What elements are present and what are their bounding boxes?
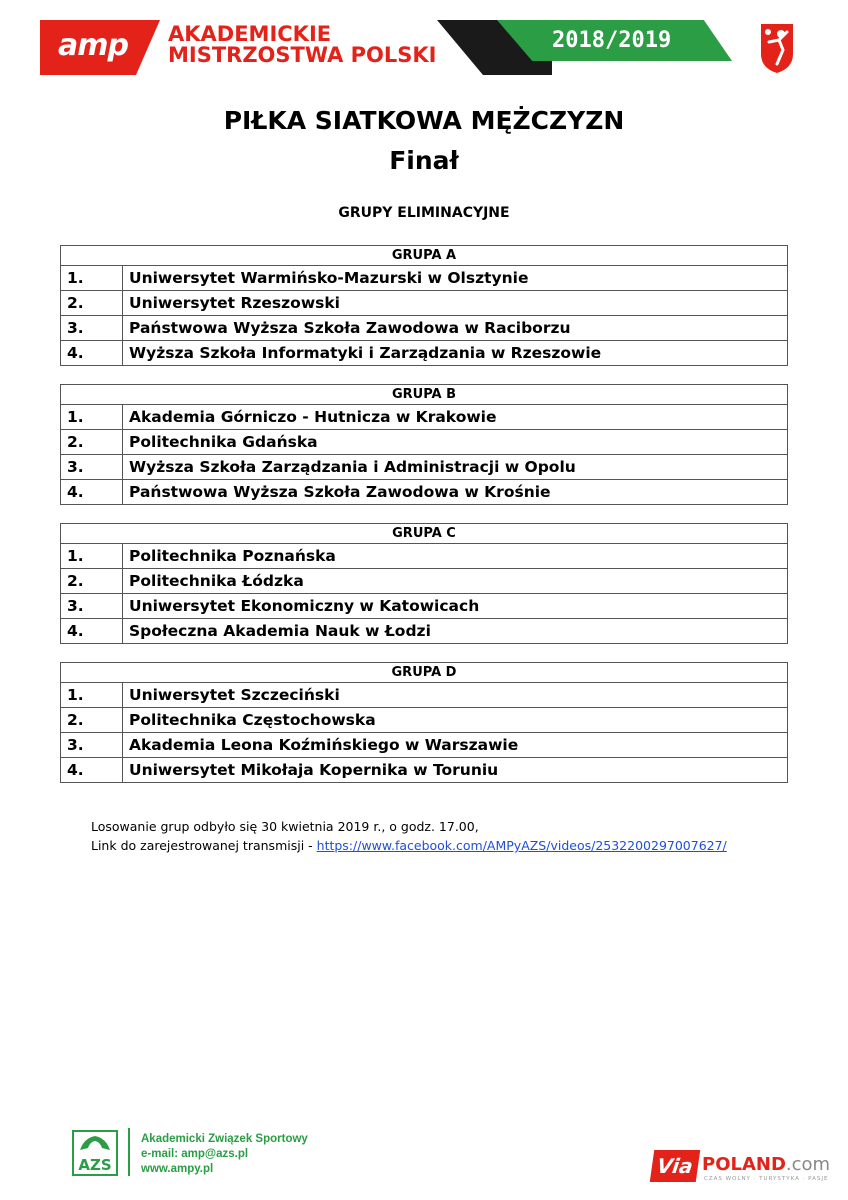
azs-logo-text: AZS (78, 1156, 112, 1174)
group-table-a (60, 245, 788, 366)
stream-link[interactable]: https://www.facebook.com/AMPyAZS/videos/2532200297007627/ (316, 838, 727, 853)
team-number: 1. (61, 544, 123, 569)
draw-notes (91, 817, 727, 855)
table-row (61, 405, 788, 430)
team-number: 3. (61, 733, 123, 758)
group-table-c (60, 523, 788, 644)
table-row (61, 619, 788, 644)
team-number: 2. (61, 430, 123, 455)
team-number: 1. (61, 405, 123, 430)
team-number: 3. (61, 594, 123, 619)
team-name: Uniwersytet Rzeszowski (123, 291, 788, 316)
team-number: 3. (61, 455, 123, 480)
footer-web: www.ampy.pl (141, 1163, 214, 1175)
header-banner (0, 0, 848, 95)
team-name: Akademia Górniczo - Hutnicza w Krakowie (123, 405, 788, 430)
team-number: 2. (61, 291, 123, 316)
viapoland-suffix: .com (785, 1154, 831, 1175)
banner-title-line1: AKADEMICKIE (168, 22, 332, 46)
table-row (61, 594, 788, 619)
group-header: GRUPA C (61, 524, 788, 544)
table-row (61, 341, 788, 366)
banner-title (168, 24, 436, 66)
table-row (61, 569, 788, 594)
team-name: Wyższa Szkoła Zarządzania i Administracji w Opolu (123, 455, 788, 480)
footer-org: Akademicki Związek Sportowy (141, 1133, 308, 1145)
volleyball-player-icon (757, 20, 797, 75)
team-number: 4. (61, 758, 123, 783)
group-table-b (60, 384, 788, 505)
team-name: Uniwersytet Mikołaja Kopernika w Toruniu (123, 758, 788, 783)
team-number: 2. (61, 569, 123, 594)
table-row (61, 683, 788, 708)
team-name: Akademia Leona Koźmińskiego w Warszawie (123, 733, 788, 758)
stream-label: Link do zarejestrowanej transmisji - (91, 838, 317, 853)
via-logo-badge: Via (650, 1150, 700, 1182)
page-subtitle: Finał (389, 146, 459, 175)
team-number: 4. (61, 619, 123, 644)
footer-divider (128, 1128, 130, 1176)
season-label: 2018/2019 (552, 28, 672, 53)
table-row (61, 758, 788, 783)
viapoland-logo (702, 1154, 830, 1175)
group-table-d (60, 662, 788, 783)
team-name: Politechnika Poznańska (123, 544, 788, 569)
group-header: GRUPA A (61, 246, 788, 266)
stream-info (91, 836, 727, 855)
team-name: Uniwersytet Warmińsko-Mazurski w Olsztynie (123, 266, 788, 291)
team-name: Politechnika Częstochowska (123, 708, 788, 733)
table-row (61, 455, 788, 480)
table-row (61, 733, 788, 758)
team-name: Państwowa Wyższa Szkoła Zawodowa w Raciborzu (123, 316, 788, 341)
group-header: GRUPA D (61, 663, 788, 683)
table-row (61, 316, 788, 341)
table-row (61, 430, 788, 455)
group-header: GRUPA B (61, 385, 788, 405)
banner-title-line2: MISTRZOSTWA POLSKI (168, 43, 437, 67)
team-number: 1. (61, 266, 123, 291)
team-name: Uniwersytet Ekonomiczny w Katowicach (123, 594, 788, 619)
amp-logo-text: amp (58, 28, 128, 63)
table-row (61, 291, 788, 316)
draw-info: Losowanie grup odbyło się 30 kwietnia 2019 r., o godz. 17.00, (91, 819, 479, 834)
footer-email: e-mail: amp@azs.pl (141, 1148, 249, 1160)
azs-logo (70, 1128, 120, 1178)
footer-contact (141, 1132, 308, 1177)
team-name: Wyższa Szkoła Informatyki i Zarządzania w Rzeszowie (123, 341, 788, 366)
page-title: PIŁKA SIATKOWA MĘŻCZYZN (223, 106, 625, 135)
team-name: Politechnika Łódzka (123, 569, 788, 594)
viapoland-word: POLAND (702, 1154, 786, 1175)
team-name: Społeczna Akademia Nauk w Łodzi (123, 619, 788, 644)
team-number: 4. (61, 341, 123, 366)
team-name: Uniwersytet Szczeciński (123, 683, 788, 708)
table-row (61, 480, 788, 505)
team-number: 4. (61, 480, 123, 505)
team-number: 3. (61, 316, 123, 341)
viapoland-tagline: CZAS WOLNY · TURYSTYKA · PASJE (704, 1176, 829, 1182)
team-name: Państwowa Wyższa Szkoła Zawodowa w Krośnie (123, 480, 788, 505)
section-heading: GRUPY ELIMINACYJNE (338, 205, 510, 221)
table-row (61, 708, 788, 733)
table-row (61, 266, 788, 291)
team-number: 1. (61, 683, 123, 708)
team-number: 2. (61, 708, 123, 733)
table-row (61, 544, 788, 569)
team-name: Politechnika Gdańska (123, 430, 788, 455)
